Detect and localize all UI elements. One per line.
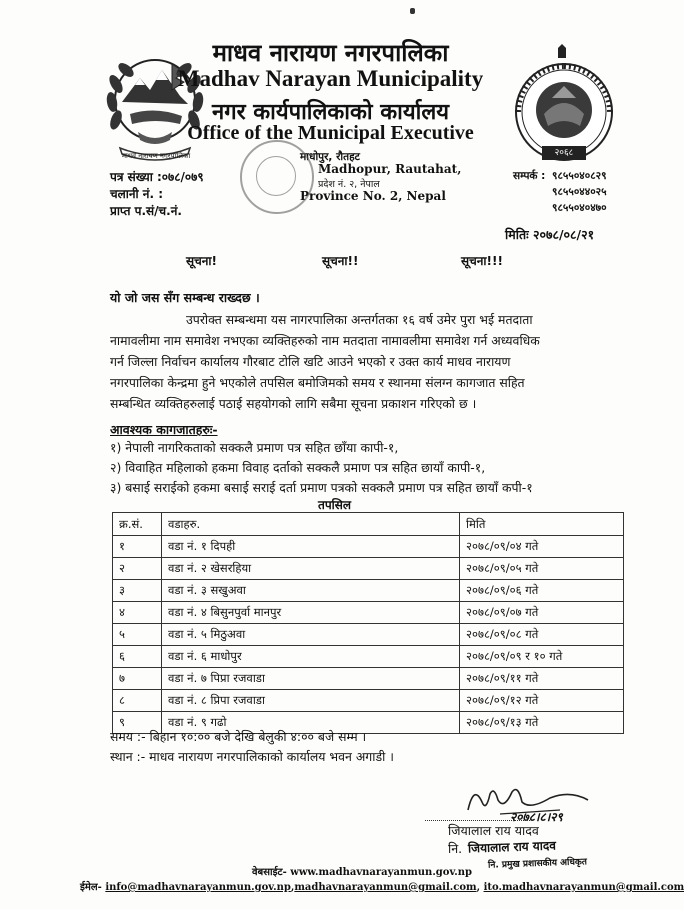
column-header-date: मिति	[460, 513, 624, 536]
signature-dotted-line	[425, 820, 530, 821]
serial-cell: ३	[113, 580, 162, 602]
email-link-2[interactable]: madhavnarayanmun@gmail.com	[294, 882, 477, 893]
date-cell: २०७८/०९/१२ गते	[460, 690, 624, 712]
ward-cell: वडा नं. ७ पिप्रा रजवाडा	[162, 668, 460, 690]
ward-cell: वडा नं. ८ प्रिपा रजवाडा	[162, 690, 460, 712]
date-cell: २०७८/०९/०६ गते	[460, 580, 624, 602]
address-english-line2: Province No. 2, Nepal	[300, 189, 446, 203]
signature-date-handwritten: २०७८।८।२९	[510, 810, 563, 824]
table-row	[113, 558, 624, 580]
table-row	[113, 668, 624, 690]
dispatch-number: चलानी नं. :	[110, 187, 164, 201]
contact-phone-1: ९८५५०४०८२९	[552, 170, 607, 182]
serial-cell: २	[113, 558, 162, 580]
serial-cell: ९	[113, 712, 162, 734]
letter-number: पत्र संख्या :०७८/०७९	[110, 170, 204, 184]
body-line-2: नामावलीमा नाम समावेश नभएका व्यक्तिहरुको नाम मतदाता नामावलीमा समावेश गर्न अध्यवधिक	[110, 333, 540, 348]
notice-heading-2: सूचना!!	[322, 254, 359, 268]
office-name-english: Office of the Municipal Executive	[187, 122, 474, 144]
notice-heading-3: सूचना!!!	[461, 254, 503, 268]
date-cell: २०७८/०९/११ गते	[460, 668, 624, 690]
date-cell: २०७८/०९/०७ गते	[460, 602, 624, 624]
body-line-5: सम्बन्धित व्यक्तिहरुलाई पठाई सहयोगको लागि सबैमा सूचना प्रकाशन गरिएको छ ।	[110, 396, 477, 411]
document-item-1: १) नेपाली नागरिकताको सक्कलै प्रमाण पत्र सहित छाँया कापी-१,	[110, 440, 399, 455]
ward-cell: वडा नं. ५ मिठुअवा	[162, 624, 460, 646]
address-nepali: माधोपुर, रौतहट	[300, 151, 360, 163]
table-header-row	[113, 513, 624, 536]
email-separator-2: ,	[476, 882, 481, 893]
column-header-serial: क्र.सं.	[113, 513, 162, 536]
ward-cell: वडा नं. २ खेसरहिया	[162, 558, 460, 580]
ward-cell: वडा नं. ६ माधोपुर	[162, 646, 460, 668]
ward-cell: वडा नं. ४ बिसुनपुर्वा मानपुर	[162, 602, 460, 624]
signatory-name: जियालाल राय यादव	[448, 823, 539, 838]
body-line-1: उपरोक्त सम्बन्धमा यस नागरपालिका अन्तर्गतका १६ वर्ष उमेर पुरा भई मतदाता	[186, 312, 533, 327]
serial-cell: ८	[113, 690, 162, 712]
serial-cell: ४	[113, 602, 162, 624]
signatory-title-prefix: नि.	[448, 841, 463, 856]
emblem-caption: माधव नारायण नगरपालिका	[121, 152, 191, 160]
footer-email-row	[80, 879, 684, 893]
table-row	[113, 624, 624, 646]
schedule-title: तपसिल	[318, 498, 352, 512]
email-separator-1: ,	[290, 882, 295, 893]
received-number: प्राप्त प.सं/च.नं.	[110, 204, 182, 218]
province-nepali: प्रदेश नं. २, नेपाल	[318, 179, 380, 190]
date-cell: २०७८/०९/०४ गते	[460, 536, 624, 558]
email-label: ईमेल-	[80, 882, 102, 893]
office-name-nepali: नगर कार्यपालिकाको कार्यालय	[212, 100, 449, 125]
salutation: यो जो जस सँग सम्बन्ध राख्दछ ।	[110, 290, 260, 305]
serial-cell: ७	[113, 668, 162, 690]
serial-cell: १	[113, 536, 162, 558]
letter-date: मितिः २०७८/०८/२१	[505, 227, 595, 242]
contact-phone-2: ९८५५०४४०२५	[552, 186, 607, 198]
body-line-3: गर्न जिल्ला निर्वाचन कार्यालय गौरबाट टोलि खटि आउने भएको र उक्त कार्य माधव नारायण	[110, 354, 511, 369]
email-link-3[interactable]: ito.madhavnarayanmun@gmail.com	[483, 882, 684, 893]
body-line-4: नगरपालिका केन्द्रमा हुने भएकोले तपसिल बमोजिमको समय र स्थानमा संलग्न कागजात सहित	[110, 375, 525, 390]
website-link[interactable]: www.madhavnarayanmun.gov.np	[290, 867, 473, 878]
scan-speck	[410, 8, 415, 14]
contact-phone-3: ९८५५०४०४७०	[552, 202, 607, 214]
contact-label: सम्पर्क :	[513, 170, 546, 182]
municipality-name-nepali: माधव नारायण नगरपालिका	[212, 39, 449, 67]
serial-cell: ६	[113, 646, 162, 668]
ward-cell: वडा नं. ३ सखुअवा	[162, 580, 460, 602]
serial-cell: ५	[113, 624, 162, 646]
date-cell: २०७८/०९/०९ र १० गते	[460, 646, 624, 668]
ward-cell: वडा नं. ९ गढो	[162, 712, 460, 734]
schedule-table	[112, 512, 624, 734]
table-row	[113, 580, 624, 602]
time-line: समय :- बिहान १०:०० बजे देखि बेलुकी ४:०० बजे सम्म ।	[110, 729, 367, 744]
column-header-wards: वडाहरु.	[162, 513, 460, 536]
footer-website-row	[252, 864, 472, 878]
place-line: स्थान :- माधव नारायण नगरपालिकाको कार्यालय भवन अगाडी ।	[110, 749, 394, 764]
address-english-line1: Madhopur, Rautahat,	[318, 162, 462, 176]
table-row	[113, 646, 624, 668]
office-stamp-faint	[240, 140, 314, 214]
date-cell: २०७८/०९/०८ गते	[460, 624, 624, 646]
table-row	[113, 536, 624, 558]
website-label: वेबसाईट-	[252, 867, 287, 878]
stamp-title: नि. प्रमुख प्रशासकीय अधिकृत	[487, 857, 588, 871]
date-cell: २०७८/०९/१३ गते	[460, 712, 624, 734]
document-item-2: २) विवाहित महिलाको हकमा विवाह दर्ताको सक्कलै प्रमाण पत्र सहित छायाँ कापी-१,	[110, 460, 486, 475]
seal-year: २०६८	[554, 148, 574, 158]
documents-title: आवश्यक कागजातहरुः-	[110, 422, 218, 437]
document-item-3: ३) बसाई सराईको हकमा बसाई सराई दर्ता प्रमाण पत्रको सक्कलै प्रमाण पत्र सहित छायाँ कपी-१	[110, 480, 533, 495]
table-row	[113, 690, 624, 712]
table-row	[113, 602, 624, 624]
municipality-name-english: Madhav Narayan Municipality	[177, 66, 484, 91]
ward-cell: वडा नं. १ दिपही	[162, 536, 460, 558]
stamp-name: जियालाल राय यादव	[467, 838, 557, 856]
email-link-1[interactable]: info@madhavnarayanmun.gov.np	[105, 882, 291, 893]
date-cell: २०७८/०९/०५ गते	[460, 558, 624, 580]
notice-heading-1: सूचना!	[186, 254, 217, 268]
